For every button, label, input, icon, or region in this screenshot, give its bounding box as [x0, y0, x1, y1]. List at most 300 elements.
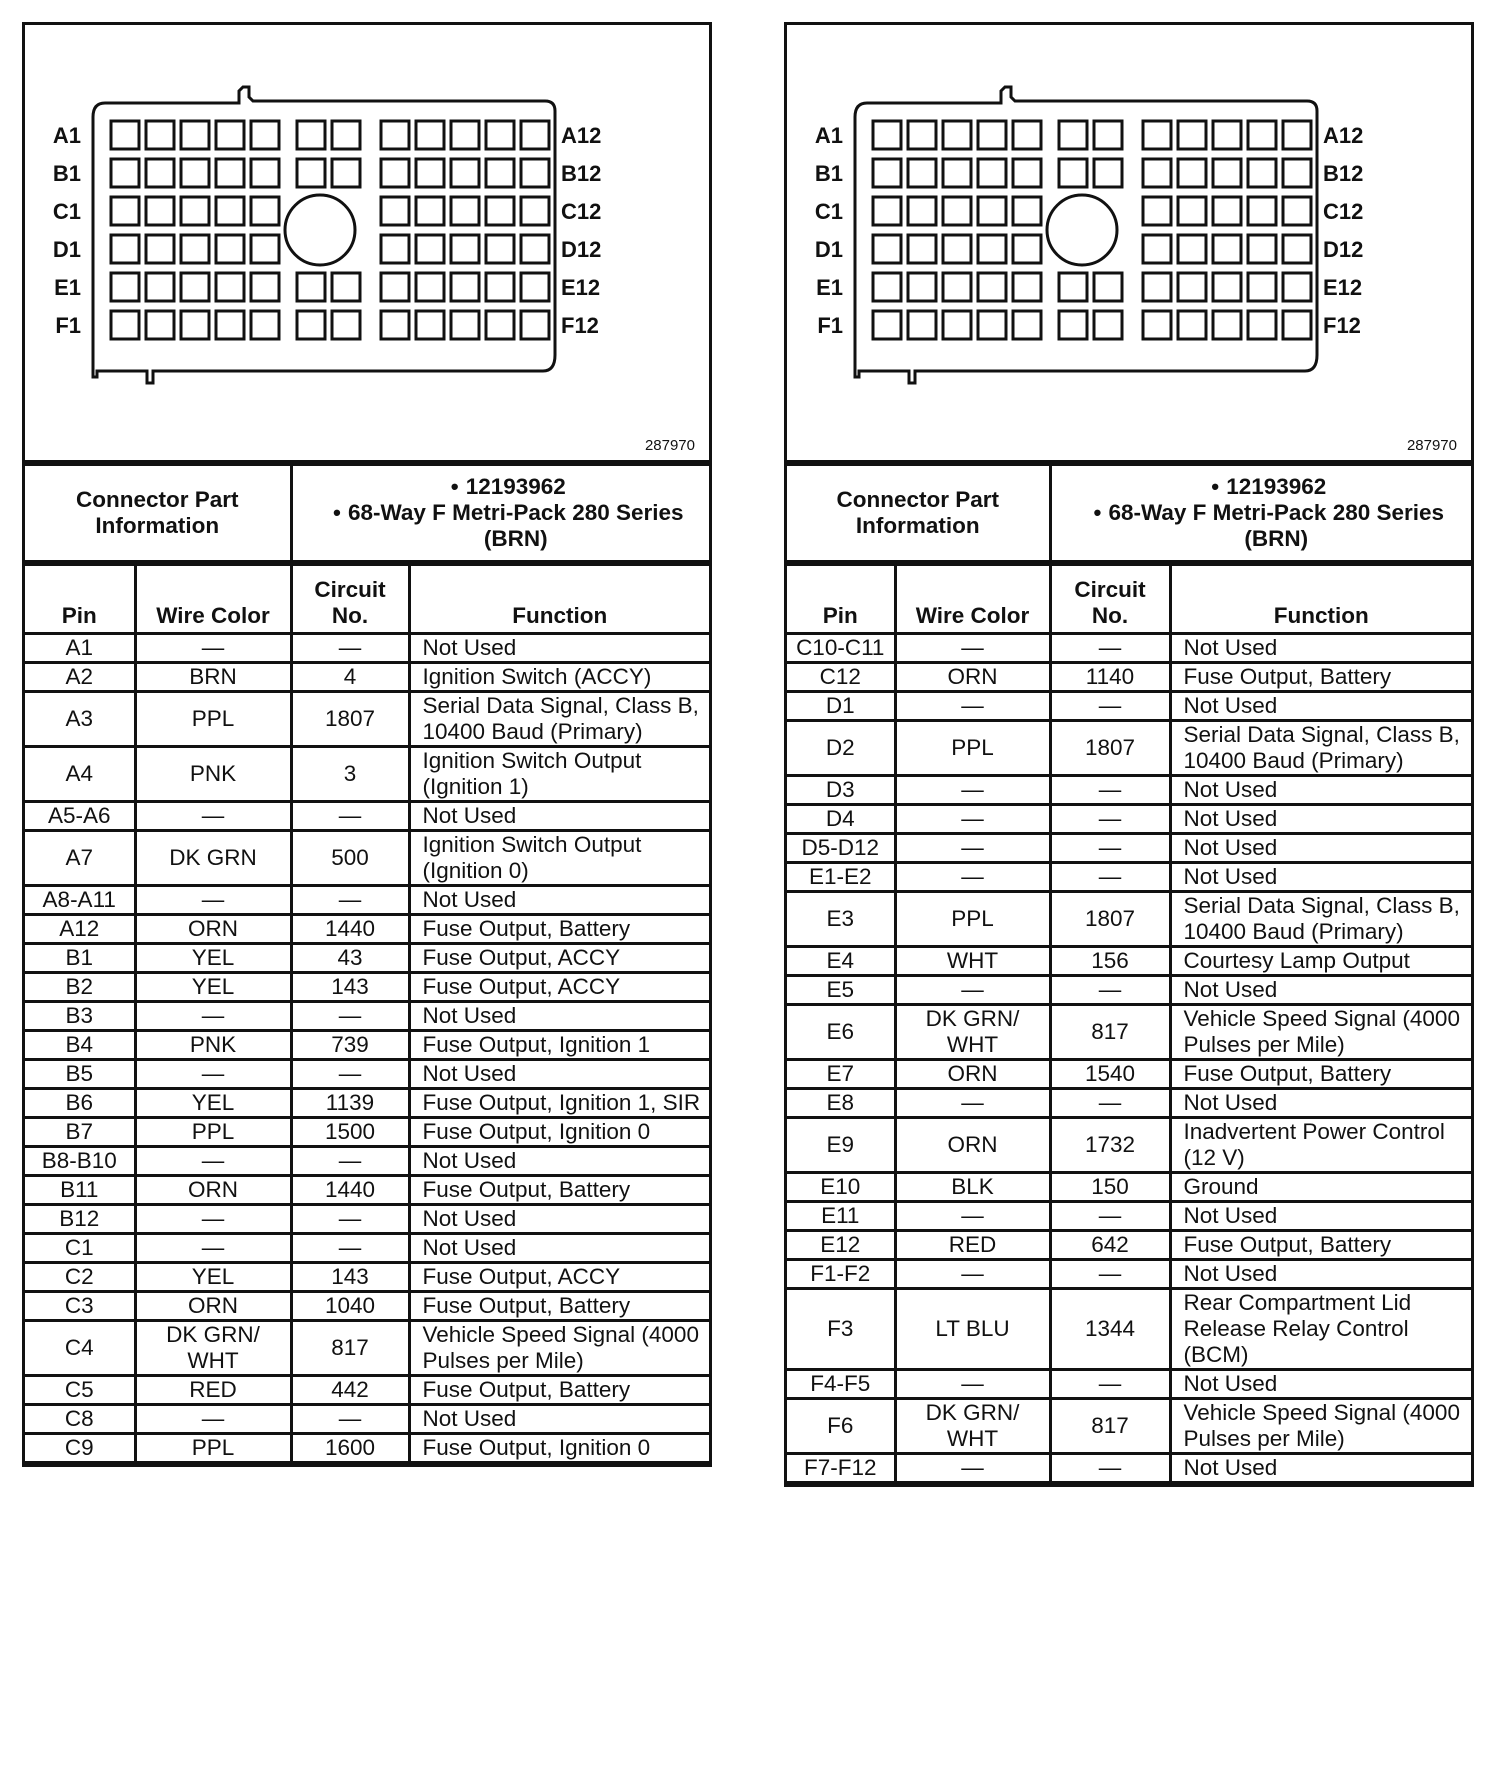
wire-color-cell: —	[135, 802, 291, 831]
table-row	[787, 692, 1471, 721]
wire-color-cell: DK GRN	[135, 831, 291, 886]
pin-cavity	[1213, 159, 1241, 187]
pin-cavity	[486, 197, 514, 225]
circuit-cell: 1807	[1050, 721, 1170, 776]
wire-color-cell: BRN	[135, 663, 291, 692]
pin-cavity	[146, 197, 174, 225]
wire-color-cell: ORN	[895, 663, 1050, 692]
pin-cavity	[216, 197, 244, 225]
row-label-left: F1	[817, 313, 843, 338]
pin-cavity	[1283, 197, 1311, 225]
circuit-cell: —	[1050, 776, 1170, 805]
pin-cavity	[251, 159, 279, 187]
table-row	[787, 892, 1471, 947]
wire-color-cell: —	[135, 634, 291, 663]
function-cell: Not Used	[1170, 1260, 1471, 1289]
circuit-cell: 3	[291, 747, 409, 802]
pin-cavity	[943, 273, 971, 301]
pin-cavity	[1013, 311, 1041, 339]
function-cell: Not Used	[409, 1060, 709, 1089]
pin-cavity	[978, 121, 1006, 149]
row-label-left: B1	[52, 161, 81, 186]
connector-face-drawing	[25, 25, 709, 457]
function-cell: Ground	[1170, 1173, 1471, 1202]
circuit-cell: 817	[291, 1321, 409, 1376]
function-cell: Fuse Output, ACCY	[409, 973, 709, 1002]
wire-color-cell: WHT	[895, 947, 1050, 976]
pin-cavity	[1248, 311, 1276, 339]
function-cell: Not Used	[409, 1002, 709, 1031]
pin-cell: F7-F12	[787, 1454, 895, 1483]
pin-cavity	[908, 197, 936, 225]
circuit-cell: —	[1050, 863, 1170, 892]
pin-cell: C4	[25, 1321, 135, 1376]
pin-cavity	[381, 273, 409, 301]
wire-color-cell: PNK	[135, 1031, 291, 1060]
pin-cavity	[332, 273, 360, 301]
pin-cavity	[416, 235, 444, 263]
table-row	[25, 1176, 709, 1205]
row-label-right: B12	[1323, 161, 1364, 186]
pin-cavity	[521, 197, 549, 225]
table-row	[25, 1234, 709, 1263]
pin-cavity	[251, 311, 279, 339]
table-row	[787, 721, 1471, 776]
pin-cell: E12	[787, 1231, 895, 1260]
pin-cell: E11	[787, 1202, 895, 1231]
wire-color-cell: DK GRN/ WHT	[135, 1321, 291, 1376]
connector-diagram	[787, 25, 1471, 463]
pin-cavity	[381, 311, 409, 339]
wire-color-cell: —	[895, 1370, 1050, 1399]
table-row	[25, 1147, 709, 1176]
function-cell: Fuse Output, Ignition 1	[409, 1031, 709, 1060]
connector-diagram	[25, 25, 709, 463]
circuit-cell: 143	[291, 1263, 409, 1292]
circuit-cell: —	[291, 802, 409, 831]
table-row	[25, 1089, 709, 1118]
circuit-cell: 500	[291, 831, 409, 886]
function-cell: Fuse Output, Battery	[1170, 663, 1471, 692]
pin-cavity	[416, 159, 444, 187]
circuit-cell: 1807	[1050, 892, 1170, 947]
pin-cavity	[181, 197, 209, 225]
pin-cell: E6	[787, 1005, 895, 1060]
table-row	[787, 1060, 1471, 1089]
function-cell: Not Used	[1170, 1454, 1471, 1483]
connector-panel-left	[22, 22, 712, 1467]
circuit-cell: —	[1050, 692, 1170, 721]
pin-cavity	[1013, 121, 1041, 149]
pin-cavity	[381, 197, 409, 225]
pin-cavity	[216, 273, 244, 301]
circuit-cell: —	[1050, 1454, 1170, 1483]
function-cell: Inadvertent Power Control (12 V)	[1170, 1118, 1471, 1173]
pin-cavity	[111, 311, 139, 339]
pin-cell: B8-B10	[25, 1147, 135, 1176]
circuit-cell: 1500	[291, 1118, 409, 1147]
pin-cavity	[908, 159, 936, 187]
row-label-left: E1	[816, 275, 843, 300]
pin-cavity	[486, 159, 514, 187]
circuit-cell: —	[291, 1147, 409, 1176]
pin-cell: C8	[25, 1405, 135, 1434]
table-row	[787, 976, 1471, 1005]
wire-color-cell: PPL	[895, 892, 1050, 947]
connector-type: 68-Way F Metri-Pack 280 Series (BRN)	[347, 500, 684, 551]
pin-cavity	[908, 273, 936, 301]
pin-cavity	[451, 235, 479, 263]
pin-cavity	[181, 311, 209, 339]
function-cell: Courtesy Lamp Output	[1170, 947, 1471, 976]
pin-cavity	[978, 159, 1006, 187]
table-row	[787, 1289, 1471, 1370]
pin-cavity	[416, 311, 444, 339]
wire-color-cell: —	[895, 1089, 1050, 1118]
pin-cavity	[943, 197, 971, 225]
pin-cavity	[1178, 197, 1206, 225]
wire-color-cell: PPL	[135, 692, 291, 747]
pin-cell: C10-C11	[787, 634, 895, 663]
function-cell: Fuse Output, Battery	[1170, 1060, 1471, 1089]
wire-color-cell: PPL	[135, 1118, 291, 1147]
table-row	[787, 805, 1471, 834]
pin-cavity	[251, 121, 279, 149]
pin-cavity	[1013, 159, 1041, 187]
row-label-right: D12	[561, 237, 602, 262]
pin-cavity	[381, 121, 409, 149]
wire-color-cell: YEL	[135, 973, 291, 1002]
pin-cavity	[978, 311, 1006, 339]
pin-cavity	[521, 121, 549, 149]
pin-cavity	[486, 235, 514, 263]
table-row	[25, 747, 709, 802]
connector-info-table	[787, 463, 1471, 563]
pin-cavity	[1178, 121, 1206, 149]
pin-cavity	[1094, 159, 1122, 187]
pin-cavity	[1178, 311, 1206, 339]
pin-cell: E10	[787, 1173, 895, 1202]
pin-cavity	[873, 121, 901, 149]
header-function: Function	[409, 565, 709, 634]
pin-cell: C9	[25, 1434, 135, 1463]
pin-cell: E7	[787, 1060, 895, 1089]
wire-color-cell: —	[895, 863, 1050, 892]
function-cell: Fuse Output, Battery	[409, 915, 709, 944]
pin-cavity	[216, 311, 244, 339]
circuit-cell: —	[1050, 1260, 1170, 1289]
part-number: 12193962	[465, 474, 566, 499]
pin-cavity	[451, 311, 479, 339]
function-cell: Serial Data Signal, Class B, 10400 Baud (Primary)	[1170, 892, 1471, 947]
row-label-right: C12	[561, 199, 602, 224]
pin-cell: A5-A6	[25, 802, 135, 831]
pin-cavity	[416, 273, 444, 301]
pin-cell: B4	[25, 1031, 135, 1060]
table-row	[25, 944, 709, 973]
wire-color-cell: YEL	[135, 944, 291, 973]
table-row	[25, 1002, 709, 1031]
wire-color-cell: DK GRN/ WHT	[895, 1399, 1050, 1454]
function-cell: Vehicle Speed Signal (4000 Pulses per Mile)	[409, 1321, 709, 1376]
wire-color-cell: RED	[135, 1376, 291, 1405]
circuit-cell: 1139	[291, 1089, 409, 1118]
pin-cavity	[416, 121, 444, 149]
pin-cavity	[1143, 311, 1171, 339]
table-row	[25, 886, 709, 915]
pin-cavity	[1094, 121, 1122, 149]
pin-cell: C5	[25, 1376, 135, 1405]
circuit-cell: 43	[291, 944, 409, 973]
pin-cavity	[1143, 121, 1171, 149]
pin-cavity	[332, 311, 360, 339]
pin-cavity	[332, 121, 360, 149]
function-cell: Not Used	[1170, 634, 1471, 663]
table-row	[25, 915, 709, 944]
pin-cell: E4	[787, 947, 895, 976]
table-row	[787, 1231, 1471, 1260]
wire-color-cell: ORN	[135, 1292, 291, 1321]
pin-cavity	[381, 235, 409, 263]
table-row	[25, 1321, 709, 1376]
row-label-left: D1	[52, 237, 81, 262]
table-row	[25, 1405, 709, 1434]
table-row	[787, 1089, 1471, 1118]
wire-color-cell: ORN	[135, 1176, 291, 1205]
circuit-cell: —	[291, 1205, 409, 1234]
function-cell: Not Used	[409, 886, 709, 915]
circuit-cell: 642	[1050, 1231, 1170, 1260]
pin-cavity	[451, 197, 479, 225]
pin-cavity	[451, 273, 479, 301]
table-row	[787, 1370, 1471, 1399]
pin-cell: D5-D12	[787, 834, 895, 863]
connector-info-values: • 12193962 • 68-Way F Metri-Pack 280 Series (BRN)	[1050, 465, 1471, 562]
function-cell: Rear Compartment Lid Release Relay Control (BCM)	[1170, 1289, 1471, 1370]
pin-cavity	[1213, 121, 1241, 149]
wire-color-cell: —	[895, 1454, 1050, 1483]
pin-cavity	[1248, 235, 1276, 263]
pin-cell: E1-E2	[787, 863, 895, 892]
pin-cavity	[978, 197, 1006, 225]
row-label-left: C1	[814, 199, 843, 224]
row-label-right: F12	[561, 313, 599, 338]
circuit-cell: —	[291, 1002, 409, 1031]
wire-color-cell: —	[135, 1205, 291, 1234]
connector-face-drawing	[787, 25, 1471, 457]
pin-table	[787, 563, 1471, 1484]
pin-cavity	[146, 235, 174, 263]
function-cell: Ignition Switch Output (Ignition 1)	[409, 747, 709, 802]
wire-color-cell: —	[135, 886, 291, 915]
pin-cell: A8-A11	[25, 886, 135, 915]
pin-cell: B6	[25, 1089, 135, 1118]
pin-cell: D4	[787, 805, 895, 834]
wire-color-cell: PPL	[135, 1434, 291, 1463]
function-cell: Not Used	[409, 1234, 709, 1263]
connector-keyway	[1047, 195, 1117, 265]
circuit-cell: —	[1050, 634, 1170, 663]
pin-cavity	[216, 159, 244, 187]
wire-color-cell: —	[895, 976, 1050, 1005]
pin-cavity	[943, 121, 971, 149]
pin-cell: B7	[25, 1118, 135, 1147]
circuit-cell: 1140	[1050, 663, 1170, 692]
pin-cavity	[297, 121, 325, 149]
pin-cell: A3	[25, 692, 135, 747]
wire-color-cell: —	[895, 776, 1050, 805]
table-row	[25, 1205, 709, 1234]
table-row	[787, 947, 1471, 976]
function-cell: Not Used	[1170, 1370, 1471, 1399]
circuit-cell: 442	[291, 1376, 409, 1405]
pin-cavity	[521, 159, 549, 187]
pin-cavity	[111, 235, 139, 263]
function-cell: Not Used	[409, 634, 709, 663]
row-label-right: A12	[561, 123, 602, 148]
pin-table-body	[787, 634, 1471, 1483]
circuit-cell: 150	[1050, 1173, 1170, 1202]
header-pin: Pin	[787, 565, 895, 634]
pin-cell: C1	[25, 1234, 135, 1263]
pin-cavity	[1248, 159, 1276, 187]
row-label-right: B12	[561, 161, 602, 186]
circuit-cell: —	[1050, 805, 1170, 834]
circuit-cell: —	[291, 886, 409, 915]
pin-cell: A12	[25, 915, 135, 944]
pin-cavity	[1213, 273, 1241, 301]
connector-info-label: Connector Part Information	[787, 465, 1050, 562]
pin-cell: F4-F5	[787, 1370, 895, 1399]
pin-cell: C2	[25, 1263, 135, 1292]
pin-cavity	[111, 121, 139, 149]
header-wire-color: Wire Color	[135, 565, 291, 634]
pin-cell: A2	[25, 663, 135, 692]
pin-cavity	[1213, 235, 1241, 263]
pin-cell: F6	[787, 1399, 895, 1454]
function-cell: Fuse Output, ACCY	[409, 1263, 709, 1292]
function-cell: Fuse Output, Battery	[409, 1176, 709, 1205]
pin-cavity	[1248, 197, 1276, 225]
pin-cavity	[1283, 159, 1311, 187]
table-row	[25, 802, 709, 831]
table-row	[25, 634, 709, 663]
row-label-left: E1	[54, 275, 81, 300]
header-circuit: Circuit No.	[291, 565, 409, 634]
table-row	[787, 776, 1471, 805]
function-cell: Fuse Output, Battery	[1170, 1231, 1471, 1260]
part-number: 12193962	[1226, 474, 1327, 499]
pin-cavity	[216, 235, 244, 263]
connector-info-label: Connector Part Information	[25, 465, 291, 562]
function-cell: Not Used	[1170, 1089, 1471, 1118]
pin-cavity	[416, 197, 444, 225]
wire-color-cell: —	[895, 805, 1050, 834]
function-cell: Fuse Output, Battery	[409, 1292, 709, 1321]
table-row	[787, 1260, 1471, 1289]
pin-cell: A4	[25, 747, 135, 802]
row-label-right: E12	[1323, 275, 1363, 300]
pin-cavity	[1143, 273, 1171, 301]
table-row	[25, 973, 709, 1002]
table-row	[787, 1454, 1471, 1483]
wire-color-cell: LT BLU	[895, 1289, 1050, 1370]
pin-cavity	[1248, 273, 1276, 301]
pin-cavity	[1178, 159, 1206, 187]
function-cell: Not Used	[1170, 805, 1471, 834]
circuit-cell: 817	[1050, 1399, 1170, 1454]
wire-color-cell: —	[895, 1202, 1050, 1231]
row-label-left: A1	[52, 123, 81, 148]
wire-color-cell: —	[135, 1147, 291, 1176]
table-row	[787, 663, 1471, 692]
row-label-right: D12	[1323, 237, 1364, 262]
pin-cavity	[1178, 235, 1206, 263]
connector-type: 68-Way F Metri-Pack 280 Series (BRN)	[1108, 500, 1445, 551]
pin-cavity	[978, 273, 1006, 301]
wire-color-cell: DK GRN/ WHT	[895, 1005, 1050, 1060]
pin-cavity	[1013, 235, 1041, 263]
pin-cavity	[486, 273, 514, 301]
pin-cavity	[146, 311, 174, 339]
pin-cell: D3	[787, 776, 895, 805]
function-cell: Ignition Switch (ACCY)	[409, 663, 709, 692]
wire-color-cell: —	[135, 1405, 291, 1434]
pin-cavity	[381, 159, 409, 187]
pin-cavity	[908, 235, 936, 263]
row-label-left: F1	[55, 313, 81, 338]
circuit-cell: —	[291, 634, 409, 663]
pin-cavity	[1013, 273, 1041, 301]
pin-cavity	[873, 235, 901, 263]
connector-panel-right	[784, 22, 1474, 1487]
pin-cavity	[1213, 197, 1241, 225]
circuit-cell: —	[1050, 834, 1170, 863]
pin-cell: C3	[25, 1292, 135, 1321]
pin-cell: B11	[25, 1176, 135, 1205]
circuit-cell: 4	[291, 663, 409, 692]
header-pin: Pin	[25, 565, 135, 634]
table-row	[25, 1434, 709, 1463]
pin-cell: B12	[25, 1205, 135, 1234]
row-label-right: E12	[561, 275, 601, 300]
pin-cavity	[1059, 121, 1087, 149]
pin-cell: E8	[787, 1089, 895, 1118]
pin-cavity	[873, 197, 901, 225]
pin-table	[25, 563, 709, 1464]
circuit-cell: —	[1050, 976, 1170, 1005]
pin-cavity	[251, 273, 279, 301]
function-cell: Serial Data Signal, Class B, 10400 Baud (Primary)	[409, 692, 709, 747]
wire-color-cell: —	[135, 1234, 291, 1263]
pin-cavity	[1283, 311, 1311, 339]
wire-color-cell: YEL	[135, 1089, 291, 1118]
pin-cavity	[146, 159, 174, 187]
row-label-left: B1	[814, 161, 843, 186]
pin-cell: A7	[25, 831, 135, 886]
pin-cavity	[111, 273, 139, 301]
table-row	[787, 1005, 1471, 1060]
pin-cavity	[297, 273, 325, 301]
pin-cavity	[1283, 121, 1311, 149]
header-wire-color: Wire Color	[895, 565, 1050, 634]
pin-cavity	[1143, 197, 1171, 225]
pin-cavity	[181, 159, 209, 187]
connector-info-table	[25, 463, 709, 563]
pin-cavity	[146, 273, 174, 301]
pin-cavity	[1283, 235, 1311, 263]
pin-cavity	[486, 121, 514, 149]
